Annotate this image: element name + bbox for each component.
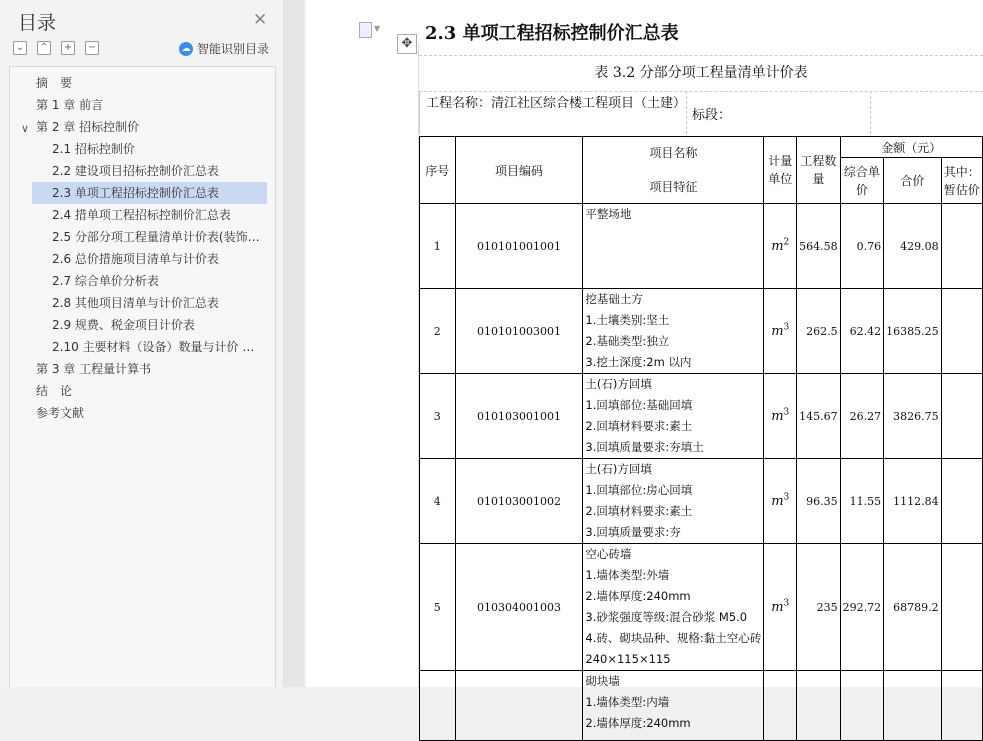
cell-unit [764, 204, 797, 289]
unit-exponent: 3 [783, 407, 790, 418]
divider [419, 55, 983, 56]
cell-total: 429.08 [884, 204, 942, 289]
header-unit: 计量单位 [764, 137, 797, 204]
chevron-down-icon[interactable]: ∨ [21, 122, 30, 135]
cell-provisional [941, 459, 982, 544]
description-line: 1.墙体类型:外墙 [585, 568, 670, 582]
cell-code: 010101003001 [455, 289, 583, 374]
cell-unit-price: 0.76 [840, 204, 884, 289]
project-info-row [419, 91, 983, 134]
cell-unit-price [840, 671, 884, 741]
header-total: 合价 [884, 158, 942, 204]
cell-description [583, 374, 764, 459]
unit-exponent: 3 [783, 492, 790, 503]
cell-unit-price: 26.27 [840, 374, 884, 459]
header-seq: 序号 [420, 137, 456, 204]
cell-unit [764, 289, 797, 374]
toc-item-2-4[interactable]: 2.4 措单项工程招标控制价汇总表 [52, 208, 231, 222]
cell-seq: 2 [420, 289, 456, 374]
table-row [420, 289, 983, 374]
cell-seq: 3 [420, 374, 456, 459]
unit-text: $m^3$ [771, 407, 790, 425]
smart-recognize-label: 智能识别目录 [197, 42, 270, 56]
table-row [420, 544, 983, 671]
toc-item-2-5[interactable]: 2.5 分部分项工程量清单计价表(装饰… [52, 230, 260, 244]
description-line: 空心砖墙 [585, 547, 632, 561]
cell-code: 010101001001 [455, 204, 583, 289]
description-line: 1.回填部位:房心回填 [585, 483, 693, 497]
description-line: 砌块墙 [585, 674, 620, 688]
description-line: 挖基础土方 [585, 292, 643, 306]
description-line: 1.土壤类别:坚土 [585, 313, 670, 327]
description-line: 2.回填材料要求:素土 [585, 504, 693, 518]
cell-provisional [941, 289, 982, 374]
cell-qty: 96.35 [797, 459, 841, 544]
cell-code: 010304001003 [455, 544, 583, 671]
description-line: 2.墙体厚度:240mm [585, 716, 691, 730]
description-line: 土(石)方回填 [585, 462, 652, 476]
toc-item-abstract[interactable]: 摘 要 [36, 76, 73, 90]
cell-unit-price: 11.55 [840, 459, 884, 544]
add-icon[interactable]: + [61, 41, 75, 55]
cell-code: 010103001001 [455, 374, 583, 459]
caret-down-icon[interactable]: ▼ [374, 24, 381, 33]
cell-description [583, 204, 764, 289]
description-line: 土(石)方回填 [585, 377, 652, 391]
description-line: 2.基础类型:独立 [585, 334, 670, 348]
description-line: 240×115×115 [585, 652, 671, 666]
cell-seq [420, 671, 456, 741]
cell-provisional [941, 544, 982, 671]
cell-unit [764, 671, 797, 741]
description-line: 3.砂浆强度等级:混合砂浆 M5.0 [585, 610, 748, 624]
toc-item-chapter-1[interactable]: 第 1 章 前言 [36, 98, 104, 112]
toc-panel [0, 0, 284, 687]
cell-seq: 1 [420, 204, 456, 289]
cell-qty: 145.67 [797, 374, 841, 459]
cell-unit [764, 459, 797, 544]
cell-code [455, 671, 583, 741]
cell-seq: 4 [420, 459, 456, 544]
cell-provisional [941, 671, 982, 741]
cell-unit [764, 544, 797, 671]
header-unit-price: 综合单价 [840, 158, 884, 204]
toc-item-2-6[interactable]: 2.6 总价措施项目清单与计价表 [52, 252, 219, 266]
cell-total: 1112.84 [884, 459, 942, 544]
description-line: 3.回填质量要求:夯填土 [585, 440, 704, 454]
toc-item-2-7[interactable]: 2.7 综合单价分析表 [52, 274, 159, 288]
description-line: 平整场地 [585, 207, 632, 221]
table-row [420, 459, 983, 544]
cell-unit [764, 374, 797, 459]
cell-total: 3826.75 [884, 374, 942, 459]
smart-recognize-button[interactable] [179, 40, 269, 57]
header-name-feature [583, 137, 764, 204]
description-line: 3.回填质量要求:夯 [585, 525, 681, 539]
header-code: 项目编码 [455, 137, 583, 204]
header-feature: 项目特征 [649, 180, 698, 194]
table-caption: 表 3.2 分部分项工程量清单计价表 [594, 65, 808, 81]
cloud-icon: ☁ [179, 42, 193, 56]
cell-total [884, 671, 942, 741]
table-row [420, 374, 983, 459]
move-handle-icon[interactable]: ✥ [397, 34, 417, 54]
table-row [420, 204, 983, 289]
divider [870, 91, 871, 134]
header-name: 项目名称 [649, 146, 698, 160]
pricing-table [419, 136, 983, 741]
cell-description [583, 289, 764, 374]
table-row [420, 671, 983, 741]
cell-description [583, 544, 764, 671]
cell-unit-price: 292.72 [840, 544, 884, 671]
expand-all-icon[interactable]: ⌃ [37, 41, 51, 55]
bid-section: 标段： [692, 108, 732, 123]
toc-item-conclusion[interactable]: 结 论 [36, 384, 73, 398]
toc-item-chapter-3[interactable]: 第 3 章 工程量计算书 [36, 362, 152, 376]
cell-description [583, 459, 764, 544]
description-line: 1.墙体类型:内墙 [585, 695, 670, 709]
cell-seq: 5 [420, 544, 456, 671]
toc-item-references[interactable]: 参考文献 [36, 406, 85, 420]
toc-item-2-8[interactable]: 2.8 其他项目清单与计价汇总表 [52, 296, 219, 310]
cell-total: 68789.2 [884, 544, 942, 671]
description-line: 1.回填部位:基础回填 [585, 398, 693, 412]
unit-text: $m^3$ [771, 322, 790, 340]
cell-provisional [941, 204, 982, 289]
unit-text: $m^2$ [771, 237, 790, 255]
cell-qty: 262.5 [797, 289, 841, 374]
cell-qty: 564.58 [797, 204, 841, 289]
toc-item-2-10[interactable]: 2.10 主要材料（设备）数量与计价 … [52, 340, 255, 354]
toc-title: 目录 [18, 12, 57, 34]
unit-text: $m^3$ [771, 492, 790, 510]
description-line: 2.回填材料要求:素土 [585, 419, 693, 433]
unit-text: $m^3$ [771, 598, 790, 616]
collapse-all-icon[interactable]: ⌄ [13, 41, 27, 55]
remove-icon[interactable]: − [85, 41, 99, 55]
description-line: 3.挖土深度:2m 以内 [585, 355, 692, 369]
section-heading: 2.3 单项工程招标控制价汇总表 [425, 23, 679, 44]
header-provisional: 其中：暂估价 [941, 158, 982, 204]
description-line: 2.墙体厚度:240mm [585, 589, 691, 603]
toc-item-2-1[interactable]: 2.1 招标控制价 [52, 142, 135, 156]
cell-qty [797, 671, 841, 741]
cell-code: 010103001002 [455, 459, 583, 544]
toc-item-chapter-2[interactable]: 第 2 章 招标控制价 [36, 120, 140, 134]
unit-exponent: 2 [783, 237, 790, 248]
scroll-gutter [284, 0, 304, 687]
description-line: 4.砖、砌块品种、规格:黏土空心砖 [585, 631, 762, 645]
header-qty: 工程数量 [797, 137, 841, 204]
cell-total: 16385.25 [884, 289, 942, 374]
toc-item-2-9[interactable]: 2.9 规费、税金项目计价表 [52, 318, 195, 332]
cell-unit-price: 62.42 [840, 289, 884, 374]
cell-description [583, 671, 764, 741]
cell-qty: 235 [797, 544, 841, 671]
header-amount: 金额（元） [840, 137, 982, 158]
close-icon[interactable]: ✕ [253, 10, 268, 30]
divider [686, 91, 687, 134]
cell-provisional [941, 374, 982, 459]
unit-exponent: 3 [783, 598, 790, 609]
toc-item-2-3[interactable]: 2.3 单项工程招标控制价汇总表 [32, 182, 267, 204]
unit-exponent: 3 [783, 322, 790, 333]
project-name: 工程名称：清江社区综合楼工程项目（土建） [426, 96, 687, 111]
toc-item-2-2[interactable]: 2.2 建设项目招标控制价汇总表 [52, 164, 219, 178]
document-icon[interactable] [359, 22, 372, 38]
